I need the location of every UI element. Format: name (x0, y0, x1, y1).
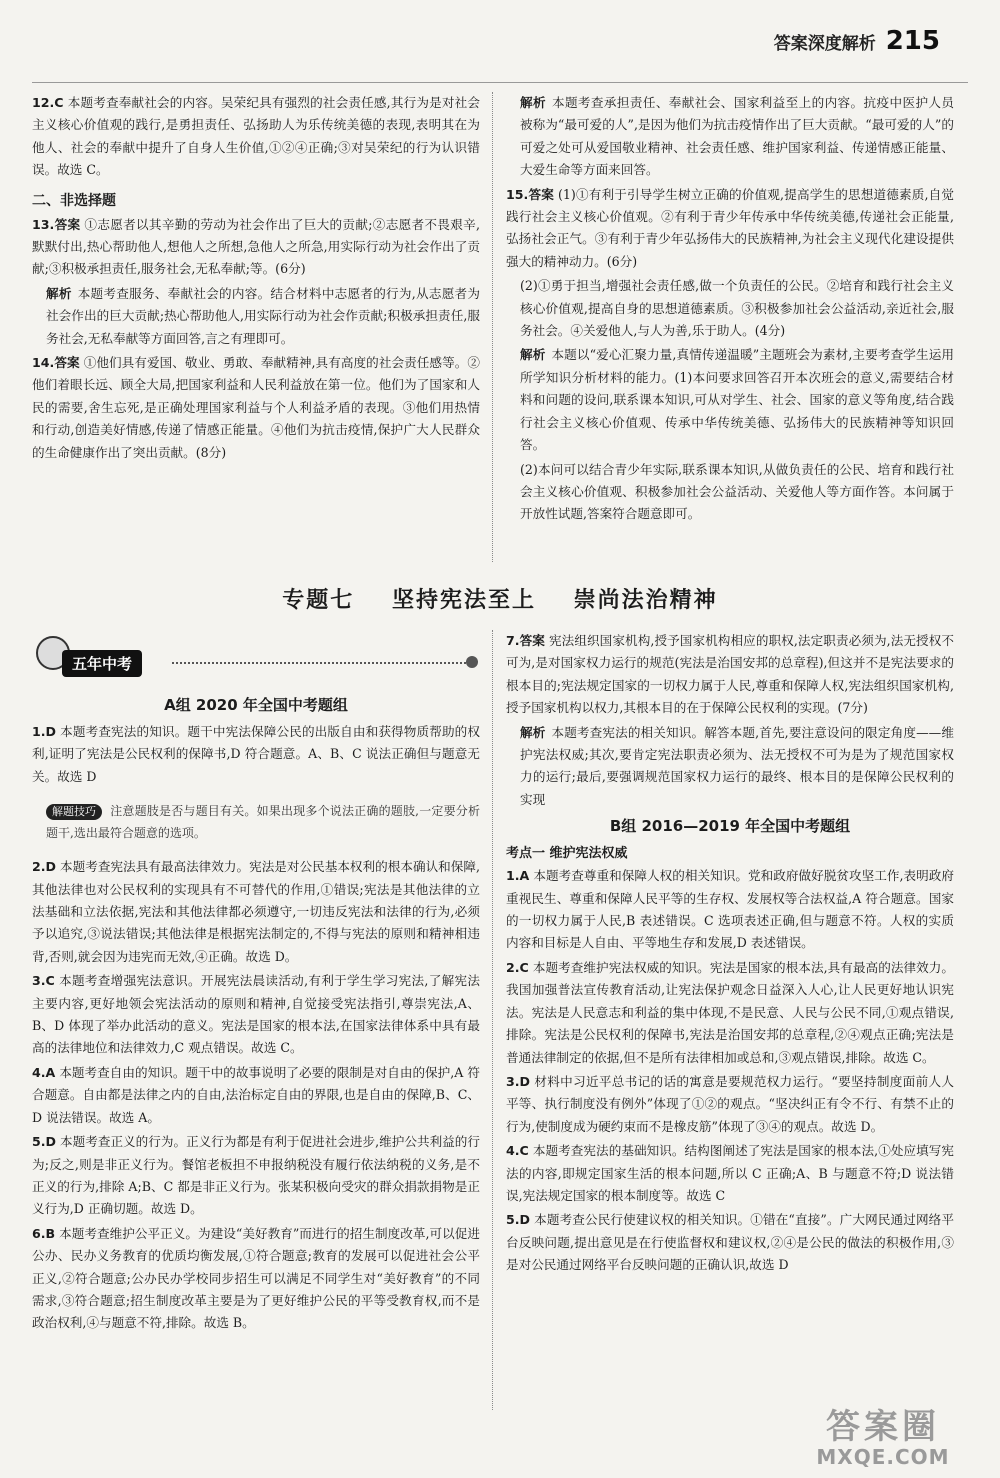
answer-b5: 5.D 本题考查公民行使建议权的相关知识。①错在“直接”。广大网民通过网络平台反映问题,提出意见是在行使监督权和建议权,②④是公民的做法的积极作用,③是对公民通过网络平台反映问题的正确认识,故选 D (506, 1212, 954, 1273)
five-year-badge-row (32, 636, 480, 678)
analysis-7: 解析 本题考查宪法的相关知识。解答本题,首先,要注意设问的限定角度——维护宪法权威;其次,要肯定宪法职责必须为、法无授权不可为是为了规范国家权力的运行;最后,要强调规范国家权力运行的最终、根本目的是保障公民权利的实现 (520, 724, 955, 807)
answer-a4: 4.A 本题考查自由的知识。题干中的故事说明了必要的限制是对自由的保护,A 符合题意。自由都是法律之内的自由,法治标定自由的界限,也是自由的保障,B、C、D 说法错误。故选 A。 (32, 1064, 480, 1125)
analysis-14: 解析 本题考查承担责任、奉献社会、国家利益至上的内容。抗疫中医护人员被称为“最可爱的人”,是因为他们为抗击疫情作出了巨大贡献。“最可爱的人”的可爱之处可从爱国敬业精神、社会责任感、维护国家利益、传递情感正能量、大爱生命等方面来回答。 (520, 95, 955, 178)
answer-13: 13.答案 ①志愿者以其辛勤的劳动为社会作出了巨大的贡献;②志愿者不畏艰辛,默默付出,热心帮助他人,想他人之所想,急他人之所急,用实际行动为社会作出了贡献;③积极承担责任,服务社会,无私奉献;等。(6分) (32, 216, 480, 277)
header-rule (32, 82, 968, 83)
analysis-13: 解析 本题考查服务、奉献社会的内容。结合材料中志愿者的行为,从志愿者为社会作出的巨大贡献;热心帮助他人,用实际行动为社会作贡献;积极承担责任,服务社会,无私奉献等方面回答,言之有理即可。 (46, 285, 480, 346)
answer-7: 7.答案 宪法组织国家机构,授予国家机构相应的职权,法定职责必须为,法无授权不可为,是对国家权力运行的规范(宪法是治国安邦的总章程),但这并不是宪法要求的根本目的;宪法规定国家的一切权力属于人民,尊重和保障人权,宪法组织国家机构,授予国家机构以权力,其根本目的在于保障公民权利的实现。(7分) (506, 633, 954, 716)
dotted-rule (172, 662, 470, 664)
answer-b2: 2.C 本题考查维护宪法权威的知识。宪法是国家的根本法,具有最高的法律效力。我国加强普法宣传教育活动,让宪法保护观念日益深入人心,让人民更好地认识宪法。宪法是人民意志和利益的集中体现,不是民意、人民与公民不同,①观点错误,排除。宪法是公民权利的保障书,宪法是治国安邦的总章程,②④观点正确;宪法是普通法律制定的依据,但不是所有法律相加或总和,③观点错误,排除。故选 C。 (506, 959, 954, 1065)
topic-title (0, 583, 1000, 614)
answer-a6: 6.B 本题考查维护公平正义。为建设“美好教育”而进行的招生制度改革,可以促进公办、民办义务教育的优质均衡发展,①符合题意;教育的发展可以促进社会公平正义,②符合题意;公办民办学校同步招生可以满足不同学生对“美好教育”的不同需求,③符合题意;招生制度改革主要是为了更好维护公民的平等受教育权,而不是政治权利,④与题意不符,排除。故选 B。 (32, 1225, 480, 1331)
answer-a5: 5.D 本题考查正义的行为。正义行为都是有利于促进社会进步,维护公共利益的行为;反之,则是非正义行为。餐馆老板担不申报纳税没有履行依法纳税的义务,是不正义的行为,排除 A;B、C 都是非正义行为。张某积极向受灾的群众捐款捐物是正义行为,D 正确切题。故选 D。 (32, 1134, 480, 1217)
group-a-title: A组 2020 年全国中考题组 (164, 696, 348, 714)
answer-a3: 3.C 本题考查增强宪法意识。开展宪法晨读活动,有利于学生学习宪法,了解宪法主要内容,更好地领会宪法活动的原则和精神,自觉接受宪法指引,尊崇宪法,A、B、D 体现了举办此活动的意义。宪法是国家的根本法,在国家法律体系中具有最高的法律地位和法律效力,C 观点错误。故选 C。 (32, 973, 480, 1056)
watermark-bottom: MXQE.COM (816, 1445, 950, 1469)
analysis-15-part2: (2)本问可以结合青少年实际,联系课本知识,从做负责任的公民、培育和践行社会主义核心价值观、积极参加社会公益活动、关爱他人等方面作答。本问属于开放性试题,答案符合题意即可。 (520, 461, 954, 522)
answer-12: 12.C 本题考查奉献社会的内容。吴荣纪具有强烈的社会责任感,其行为是对社会主义核心价值观的践行,是勇担责任、弘扬助人为乐传统美德的表现,表明其在为他人、社会的奉献中提升了自身人生价值,①②④正确;③对吴荣纪的行为认识错误。故选 C。 (32, 95, 480, 178)
answer-a2: 2.D 本题考查宪法具有最高法律效力。宪法是对公民基本权利的根本确认和保障,其他法律也对公民权利的实现具有不可替代的作用,①错误;宪法是其他法律的立法基础和立法依据,宪法和其他法律都必须遵守,一切违反宪法和法律的行为,必须予以追究,③说法错误;其他法律是根据宪法制定的,不得与宪法的原则和精神相违背,否则,就会因为违宪而无效,④正确。故选 D。 (32, 859, 480, 964)
answer-b3: 3.D 材料中习近平总书记的话的寓意是要规范权力运行。“要坚持制度面前人人平等、执行制度没有例外”体现了①②的观点。“坚决纠正有令不行、有禁不止的行为,使制度成为硬约束而不是橡皮筋”体现了③④的观点。故选 D。 (506, 1073, 954, 1134)
bottom-left-column (32, 690, 480, 1337)
page-number: 215 (885, 26, 940, 56)
header-title: 答案深度解析 (773, 33, 876, 54)
watermark-logo (788, 1408, 978, 1470)
topic-name-1: 坚持宪法至上 (391, 588, 536, 613)
topic-name-2: 崇尚法治精神 (573, 588, 718, 613)
watermark-top: 答案圈 (826, 1407, 940, 1447)
analysis-15: 解析 本题以“爱心汇聚力量,真情传递温暖”主题班会为素材,主要考查学生运用所学知识分析材料的能力。(1)本问要求回答召开本次班会的意义,需要结合材料和问题的设问,联系课本知识,可从对学生、社会、国家的意义等角度,结合践行社会主义核心价值观、传承中华传统美德、弘扬伟大的民族精神等知识回答。 (520, 347, 955, 453)
section-heading: 二、非选择题 (32, 192, 116, 209)
answer-14: 14.答案 ①他们具有爱国、敬业、勇敢、奉献精神,具有高度的社会责任感等。②他们着眼长远、顾全大局,把国家利益和人民利益放在第一位。他们为了国家和人民的需要,舍生忘死,是正确处理国家利益与个人利益矛盾的表现。③他们用热情和行动,创造美好情感,传递了情感正能量。④他们为抗击疫情,保护广大人民群众的生命健康作出了突出贡献。(8分) (32, 355, 480, 460)
answer-a1: 1.D 本题考查宪法的知识。题干中宪法保障公民的出版自由和获得物质帮助的权利,证明了宪法是公民权利的保障书,D 符合题意。A、B、C 说法正确但与题意无关。故选 D (32, 724, 480, 784)
column-divider-top (492, 92, 493, 562)
tip-tag: 解题技巧 (46, 804, 102, 820)
knowledge-point-1: 考点一 维护宪法权威 (506, 846, 628, 862)
tip-box: 解题技巧 注意题肢是否与题目有关。如果出现多个说法正确的题肢,一定要分析题干,选出最符合题意的选项。 (46, 804, 480, 841)
dot-end-icon (466, 656, 478, 668)
answer-15: 15.答案 (1)①有利于引导学生树立正确的价值观,提高学生的思想道德素质,自觉践行社会主义核心价值观。②有利于青少年传承中华传统美德,传递社会正能量,弘扬社会正气。③有利于青少年弘扬伟大的民族精神,为社会主义现代化建设提供强大的精神动力。(6分) (506, 186, 954, 269)
page-header (580, 0, 1000, 82)
topic-number: 专题七 (282, 588, 355, 613)
top-left-column (32, 92, 480, 466)
answer-b1: 1.A 本题考查尊重和保障人权的相关知识。党和政府做好脱贫攻坚工作,表明政府重视民生、尊重和保障人民平等的生存权、发展权等合法权益,A 符合题意。国家的一切权力属于人民,B 表述错误。C 选项表述正确,但与题意不符。人权的实质内容和目标是人自由、平等地生存和发展,D 表述错误。 (506, 868, 954, 951)
answer-b4: 4.C 本题考查宪法的基础知识。结构图阐述了宪法是国家的根本法,①处应填写宪法的内容,即规定国家生活的根本问题,所以 C 正确;A、B 与题意不符;D 说法错误,宪法规定国家的根本制度等。故选 C (506, 1143, 954, 1203)
answer-15-part2: (2)①勇于担当,增强社会责任感,做一个负责任的公民。②培育和践行社会主义核心价值观,提高自身的思想道德素质。③积极参加社会公益活动,亲近社会,服务社会。④关爱他人,与人为善,乐于助人。(4分) (520, 278, 954, 339)
group-b-title: B组 2016—2019 年全国中考题组 (609, 817, 851, 836)
five-year-badge: 五年中考 (62, 650, 142, 677)
top-right-column (506, 92, 954, 528)
column-divider-bottom (492, 630, 493, 1410)
bottom-right-column (506, 630, 954, 1279)
